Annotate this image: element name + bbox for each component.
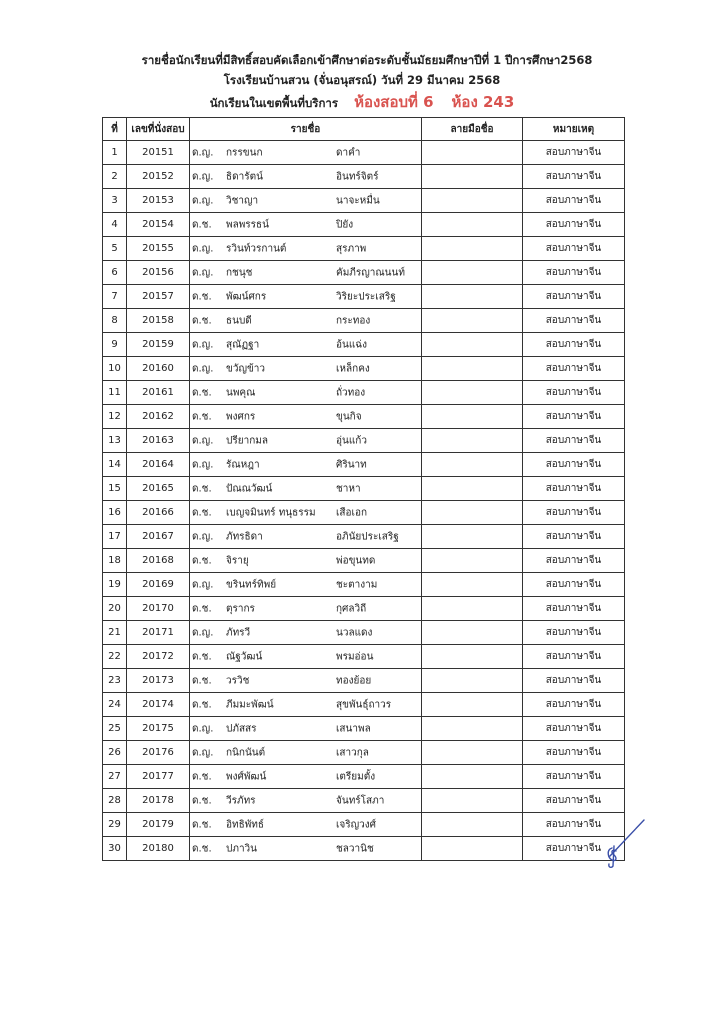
row-number: 28 (103, 789, 127, 813)
row-number: 13 (103, 429, 127, 453)
row-number: 9 (103, 333, 127, 357)
row-number: 10 (103, 357, 127, 381)
first-name: พงศ์พัฒน์ (226, 771, 267, 782)
table-row (103, 237, 625, 261)
signature-cell (422, 789, 523, 813)
row-number: 14 (103, 453, 127, 477)
row-number: 6 (103, 261, 127, 285)
remark-cell: สอบภาษาจีน (523, 285, 625, 309)
table-row (103, 405, 625, 429)
table-row (103, 741, 625, 765)
student-name (190, 525, 422, 549)
row-number: 11 (103, 381, 127, 405)
name-prefix: ด.ช. (192, 291, 212, 302)
table-row (103, 141, 625, 165)
name-prefix: ด.ช. (192, 795, 212, 806)
student-roster-table (102, 117, 625, 861)
signature-cell (422, 573, 523, 597)
table-row (103, 429, 625, 453)
name-prefix: ด.ช. (192, 603, 212, 614)
name-prefix: ด.ช. (192, 219, 212, 230)
seat-number: 20155 (127, 237, 190, 261)
signature-cell (422, 477, 523, 501)
signature-cell (422, 813, 523, 837)
signature-cell (422, 141, 523, 165)
column-header-seat: เลขที่นั่งสอบ (127, 118, 190, 141)
name-prefix: ด.ญ. (192, 747, 214, 758)
remark-cell: สอบภาษาจีน (523, 837, 625, 861)
table-row (103, 621, 625, 645)
signature-cell (422, 285, 523, 309)
remark-cell: สอบภาษาจีน (523, 813, 625, 837)
first-name: พงศกร (226, 411, 256, 422)
seat-number: 20173 (127, 669, 190, 693)
seat-number: 20178 (127, 789, 190, 813)
signature-cell (422, 165, 523, 189)
student-name (190, 237, 422, 261)
signature-cell (422, 429, 523, 453)
first-name: ภีมมะพัฒน์ (226, 699, 274, 710)
remark-cell: สอบภาษาจีน (523, 333, 625, 357)
student-name (190, 285, 422, 309)
student-name (190, 501, 422, 525)
last-name: ศิรินาท (336, 459, 367, 470)
last-name: ปิยัง (336, 219, 354, 230)
first-name: ธนบดี (226, 315, 252, 326)
first-name: ปัณณวัฒน์ (226, 483, 273, 494)
row-number: 8 (103, 309, 127, 333)
remark-cell: สอบภาษาจีน (523, 525, 625, 549)
signature-cell (422, 333, 523, 357)
row-number: 19 (103, 573, 127, 597)
last-name: นวลแดง (336, 627, 373, 638)
signature-cell (422, 597, 523, 621)
last-name: อินทร์จิตร์ (336, 171, 379, 182)
student-name (190, 549, 422, 573)
remark-cell: สอบภาษาจีน (523, 501, 625, 525)
student-name (190, 429, 422, 453)
row-number: 27 (103, 765, 127, 789)
name-prefix: ด.ช. (192, 843, 212, 854)
row-number: 17 (103, 525, 127, 549)
name-prefix: ด.ช. (192, 819, 212, 830)
last-name: กุศลวิถี (336, 603, 367, 614)
last-name: เสือเอก (336, 507, 368, 518)
last-name: นาจะหมื่น (336, 195, 380, 206)
name-prefix: ด.ช. (192, 507, 212, 518)
seat-number: 20152 (127, 165, 190, 189)
table-row (103, 789, 625, 813)
signature-cell (422, 741, 523, 765)
table-row (103, 717, 625, 741)
last-name: อภินัยประเสริฐ (336, 531, 399, 542)
exam-room-label: ห้องสอบที่ 6 (354, 93, 434, 111)
seat-number: 20165 (127, 477, 190, 501)
seat-number: 20168 (127, 549, 190, 573)
column-header-number: ที่ (103, 118, 127, 141)
last-name: ชะตางาม (336, 579, 378, 590)
first-name: เบญจมินทร์ ทนุธรรม (226, 507, 316, 518)
first-name: วิชาญา (226, 195, 259, 206)
remark-cell: สอบภาษาจีน (523, 189, 625, 213)
row-number: 15 (103, 477, 127, 501)
student-name (190, 741, 422, 765)
column-header-remark: หมายเหตุ (523, 118, 625, 141)
name-prefix: ด.ญ. (192, 195, 214, 206)
name-prefix: ด.ญ. (192, 627, 214, 638)
first-name: รัณหฎา (226, 459, 260, 470)
signature-cell (422, 645, 523, 669)
first-name: พลพรรธน์ (226, 219, 269, 230)
seat-number: 20154 (127, 213, 190, 237)
seat-number: 20175 (127, 717, 190, 741)
student-name (190, 693, 422, 717)
seat-number: 20161 (127, 381, 190, 405)
table-row (103, 813, 625, 837)
seat-number: 20172 (127, 645, 190, 669)
first-name: วีรภัทร (226, 795, 256, 806)
first-name: สุณัฏฐา (226, 339, 260, 350)
row-number: 23 (103, 669, 127, 693)
row-number: 30 (103, 837, 127, 861)
table-row (103, 549, 625, 573)
first-name: พัฒน์ศกร (226, 291, 267, 302)
table-row (103, 525, 625, 549)
seat-number: 20164 (127, 453, 190, 477)
remark-cell: สอบภาษาจีน (523, 213, 625, 237)
first-name: ตุรากร (226, 603, 255, 614)
seat-number: 20174 (127, 693, 190, 717)
remark-cell: สอบภาษาจีน (523, 237, 625, 261)
name-prefix: ด.ญ. (192, 243, 214, 254)
student-name (190, 213, 422, 237)
first-name: ภัทรวี (226, 627, 251, 638)
first-name: กชนุช (226, 267, 253, 278)
table-row (103, 285, 625, 309)
column-header-name: รายชื่อ (190, 118, 422, 141)
table-row (103, 837, 625, 861)
student-name (190, 453, 422, 477)
student-name (190, 573, 422, 597)
remark-cell: สอบภาษาจีน (523, 573, 625, 597)
row-number: 4 (103, 213, 127, 237)
student-name (190, 813, 422, 837)
name-prefix: ด.ช. (192, 651, 212, 662)
last-name: คัมภีรญาณนนท์ (336, 267, 405, 278)
seat-number: 20179 (127, 813, 190, 837)
table-row (103, 261, 625, 285)
first-name: นพคุณ (226, 387, 256, 398)
student-name (190, 717, 422, 741)
last-name: ดาคำ (336, 147, 361, 158)
name-prefix: ด.ญ. (192, 459, 214, 470)
last-name: เสาวกุล (336, 747, 369, 758)
signature-cell (422, 261, 523, 285)
row-number: 26 (103, 741, 127, 765)
row-number: 18 (103, 549, 127, 573)
remark-cell: สอบภาษาจีน (523, 309, 625, 333)
first-name: กรรขนก (226, 147, 263, 158)
first-name: วรวิช (226, 675, 250, 686)
seat-number: 20158 (127, 309, 190, 333)
last-name: พ่อขุนทด (336, 555, 376, 566)
seat-number: 20163 (127, 429, 190, 453)
row-number: 16 (103, 501, 127, 525)
first-name: จิรายุ (226, 555, 249, 566)
name-prefix: ด.ญ. (192, 435, 214, 446)
last-name: สุรภาพ (336, 243, 367, 254)
remark-cell: สอบภาษาจีน (523, 165, 625, 189)
student-name (190, 645, 422, 669)
last-name: ทองย้อย (336, 675, 372, 686)
student-name (190, 333, 422, 357)
row-number: 3 (103, 189, 127, 213)
seat-number: 20171 (127, 621, 190, 645)
remark-cell: สอบภาษาจีน (523, 141, 625, 165)
last-name: ชาหา (336, 483, 361, 494)
last-name: ถั่วทอง (336, 387, 366, 398)
table-row (103, 477, 625, 501)
student-name (190, 381, 422, 405)
table-row (103, 765, 625, 789)
table-row (103, 501, 625, 525)
last-name: กระทอง (336, 315, 371, 326)
remark-cell: สอบภาษาจีน (523, 405, 625, 429)
seat-number: 20180 (127, 837, 190, 861)
table-row (103, 453, 625, 477)
remark-cell: สอบภาษาจีน (523, 429, 625, 453)
remark-cell: สอบภาษาจีน (523, 261, 625, 285)
name-prefix: ด.ช. (192, 411, 212, 422)
seat-number: 20176 (127, 741, 190, 765)
student-name (190, 789, 422, 813)
seat-number: 20166 (127, 501, 190, 525)
remark-cell: สอบภาษาจีน (523, 693, 625, 717)
first-name: ขวัญข้าว (226, 363, 266, 374)
seat-number: 20160 (127, 357, 190, 381)
last-name: วิริยะประเสริฐ (336, 291, 396, 302)
signature-cell (422, 381, 523, 405)
row-number: 7 (103, 285, 127, 309)
student-name (190, 765, 422, 789)
last-name: อ้นแฉ่ง (336, 339, 367, 350)
name-prefix: ด.ญ. (192, 267, 214, 278)
table-row (103, 573, 625, 597)
signature-cell (422, 501, 523, 525)
table-row (103, 381, 625, 405)
name-prefix: ด.ญ. (192, 723, 214, 734)
signature-cell (422, 837, 523, 861)
student-name (190, 405, 422, 429)
signature-cell (422, 669, 523, 693)
student-name (190, 165, 422, 189)
student-name (190, 621, 422, 645)
table-row (103, 309, 625, 333)
name-prefix: ด.ช. (192, 315, 212, 326)
table-body (103, 141, 625, 861)
remark-cell: สอบภาษาจีน (523, 669, 625, 693)
student-name (190, 141, 422, 165)
student-name (190, 309, 422, 333)
signature-cell (422, 309, 523, 333)
row-number: 25 (103, 717, 127, 741)
first-name: ขรินทร์ทิพย์ (226, 579, 277, 590)
name-prefix: ด.ช. (192, 387, 212, 398)
signature-cell (422, 237, 523, 261)
seat-number: 20153 (127, 189, 190, 213)
remark-cell: สอบภาษาจีน (523, 597, 625, 621)
signature-cell (422, 693, 523, 717)
name-prefix: ด.ญ. (192, 531, 214, 542)
first-name: กนิกนันต์ (226, 747, 266, 758)
student-name (190, 189, 422, 213)
document-header (0, 50, 724, 112)
room-number-label: ห้อง 243 (451, 93, 515, 111)
table-header-row (103, 118, 625, 141)
first-name: ปรียากมล (226, 435, 268, 446)
last-name: เจริญวงศ์ (336, 819, 377, 830)
seat-number: 20157 (127, 285, 190, 309)
last-name: จันทร์โสภา (336, 795, 385, 806)
first-name: ปภัสสร (226, 723, 257, 734)
first-name: ณัฐวัฒน์ (226, 651, 263, 662)
seat-number: 20156 (127, 261, 190, 285)
seat-number: 20159 (127, 333, 190, 357)
document-title: รายชื่อนักเรียนที่มีสิทธิ์สอบคัดเลือกเข้าศึกษาต่อระดับชั้นมัธยมศึกษาปีที่ 1 ปีการศึกษา2568 (141, 53, 593, 67)
name-prefix: ด.ช. (192, 483, 212, 494)
signature-cell (422, 717, 523, 741)
seat-number: 20151 (127, 141, 190, 165)
seat-number: 20167 (127, 525, 190, 549)
row-number: 21 (103, 621, 127, 645)
table-row (103, 645, 625, 669)
student-name (190, 261, 422, 285)
signature-cell (422, 405, 523, 429)
table-row (103, 213, 625, 237)
row-number: 22 (103, 645, 127, 669)
table-row (103, 165, 625, 189)
row-number: 1 (103, 141, 127, 165)
last-name: เหล็กคง (336, 363, 370, 374)
remark-cell: สอบภาษาจีน (523, 741, 625, 765)
remark-cell: สอบภาษาจีน (523, 477, 625, 501)
student-name (190, 357, 422, 381)
first-name: ปภาวิน (226, 843, 258, 854)
last-name: เสนาพล (336, 723, 371, 734)
remark-cell: สอบภาษาจีน (523, 453, 625, 477)
table-row (103, 333, 625, 357)
name-prefix: ด.ช. (192, 675, 212, 686)
remark-cell: สอบภาษาจีน (523, 717, 625, 741)
seat-number: 20169 (127, 573, 190, 597)
remark-cell: สอบภาษาจีน (523, 381, 625, 405)
remark-cell: สอบภาษาจีน (523, 549, 625, 573)
signature-cell (422, 189, 523, 213)
group-label: นักเรียนในเขตพื้นที่บริการ (209, 96, 339, 110)
last-name: ขุนกิจ (336, 411, 362, 422)
last-name: ชลวานิช (336, 843, 374, 854)
table-row (103, 597, 625, 621)
name-prefix: ด.ญ. (192, 147, 214, 158)
last-name: พรมอ่อน (336, 651, 374, 662)
student-name (190, 477, 422, 501)
signature-cell (422, 765, 523, 789)
first-name: รวินท์วรกานต์ (226, 243, 287, 254)
remark-cell: สอบภาษาจีน (523, 621, 625, 645)
last-name: สุขพันธุ์ถาวร (336, 699, 392, 710)
first-name: อิทธิพัทธ์ (226, 819, 264, 830)
seat-number: 20177 (127, 765, 190, 789)
student-name (190, 597, 422, 621)
name-prefix: ด.ญ. (192, 579, 214, 590)
group-line (0, 92, 724, 112)
row-number: 24 (103, 693, 127, 717)
row-number: 20 (103, 597, 127, 621)
row-number: 12 (103, 405, 127, 429)
table-row (103, 669, 625, 693)
student-name (190, 837, 422, 861)
first-name: ภัทรธิดา (226, 531, 263, 542)
row-number: 29 (103, 813, 127, 837)
signature-cell (422, 525, 523, 549)
last-name: เตรียมตั้ง (336, 771, 376, 782)
last-name: อุ่นแก้ว (336, 435, 367, 446)
signature-cell (422, 213, 523, 237)
name-prefix: ด.ช. (192, 771, 212, 782)
name-prefix: ด.ช. (192, 555, 212, 566)
table-row (103, 189, 625, 213)
name-prefix: ด.ญ. (192, 171, 214, 182)
remark-cell: สอบภาษาจีน (523, 357, 625, 381)
remark-cell: สอบภาษาจีน (523, 789, 625, 813)
handwritten-signature-icon (600, 818, 650, 868)
column-header-signature: ลายมือชื่อ (422, 118, 523, 141)
name-prefix: ด.ญ. (192, 339, 214, 350)
table-row (103, 357, 625, 381)
seat-number: 20170 (127, 597, 190, 621)
row-number: 2 (103, 165, 127, 189)
signature-cell (422, 453, 523, 477)
first-name: ธิดารัตน์ (226, 171, 263, 182)
row-number: 5 (103, 237, 127, 261)
name-prefix: ด.ญ. (192, 363, 214, 374)
table-row (103, 693, 625, 717)
student-name (190, 669, 422, 693)
seat-number: 20162 (127, 405, 190, 429)
name-prefix: ด.ช. (192, 699, 212, 710)
signature-cell (422, 357, 523, 381)
remark-cell: สอบภาษาจีน (523, 765, 625, 789)
signature-cell (422, 549, 523, 573)
signature-cell (422, 621, 523, 645)
school-and-date: โรงเรียนบ้านสวน (จั่นอนุสรณ์) วันที่ 29 มีนาคม 2568 (223, 73, 501, 87)
remark-cell: สอบภาษาจีน (523, 645, 625, 669)
